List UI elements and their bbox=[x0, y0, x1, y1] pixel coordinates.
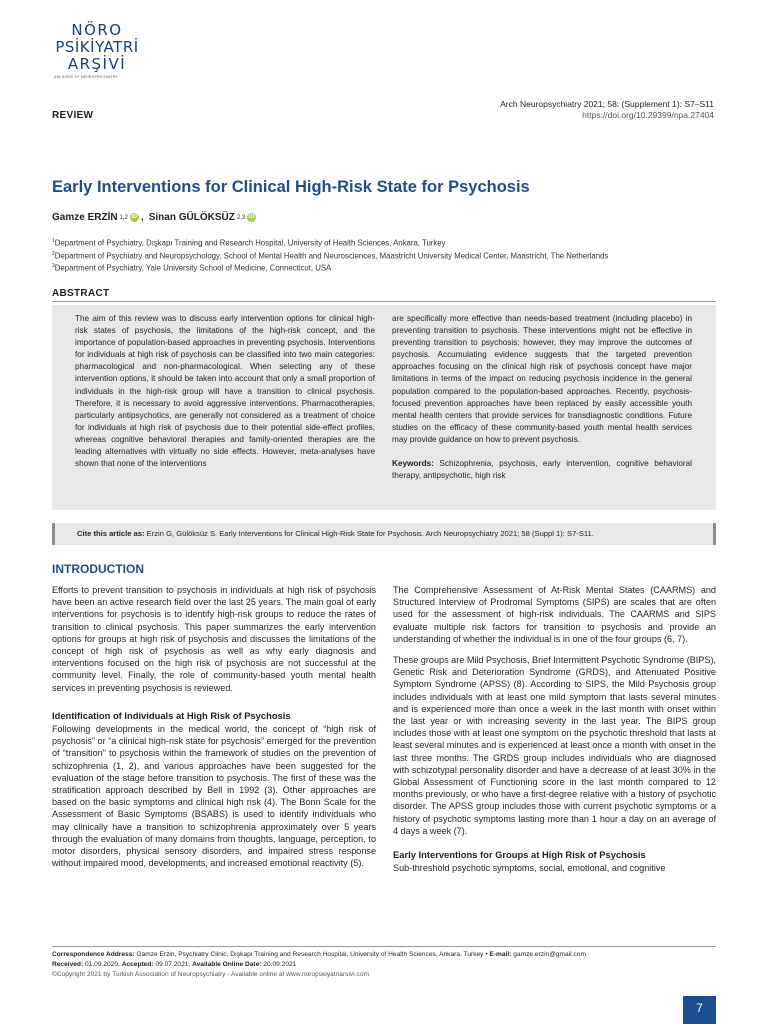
abstract-column-right bbox=[392, 313, 692, 482]
affiliation-3-text: Department of Psychiatry, Yale University School of Medicine, Connecticut, USA bbox=[54, 263, 332, 273]
orcid-icon[interactable]: iD bbox=[248, 214, 255, 220]
footer bbox=[52, 950, 716, 980]
author-2-affiliation: 2,3 bbox=[236, 214, 246, 221]
author-1-affiliation: 1,2 bbox=[119, 214, 128, 221]
keywords bbox=[392, 458, 692, 482]
body-column-left bbox=[52, 584, 376, 869]
intro-paragraph: Efforts to prevent transition to psychosis in individuals at high risk of psychosis have been an active research field over the last 25 years. The main goal of early interventions for psychosis is to identify high-risk groups to reduce the rates of transition to clinical psychosis. This paper summarizes the early intervention options for groups at high risk of psychosis and discusses the limitations of the concept of high risk of psychosis as well as why early diagnosis and interventions focused on the high risk of psychosis are not successful at the community level. Finally, the role of community-based youth mental health services in preventing psychosis is reviewed. bbox=[52, 585, 376, 693]
body-column-right bbox=[393, 584, 716, 874]
affiliation-1-text: Department of Psychiatry, Dışkapı Training and Research Hospital, University of Health Sciences, Ankara, Turkey bbox=[54, 238, 446, 248]
early-interventions-paragraph: Sub-threshold psychotic symptoms, social, emotional, and cognitive bbox=[393, 863, 666, 874]
abstract-right-text: are specifically more effective than needs-based treatment (including placebo) in preventing transition to psychosis. These interventions might not be effective in preventing transition to psychosis; however, they may improve the outcomes of psychosis. Accumulating evidence suggests that the targeted prevention approaches focusing on the clinical high risk of psychosis concept have major limitations in terms of the impact on reducing psychosis incidence in the general population compared to the population-based approaches. Recently, psychosis-focused prevention approaches have been replaced by easily accessible youth mental health centers that provide services for transdiagnostic conditions. Future studies on the efficacy of these community-based youth mental health services may provide guidance on how to prevent psychosis. bbox=[392, 314, 692, 444]
cite-text: Erzin G, Gülöksüz S. Early Interventions for Clinical High-Risk State for Psychosis. Arch Neuropsychiatry 2021; 58 (Suppl 1): S7-S11. bbox=[146, 529, 594, 538]
author-1-name: Gamze ERZİN bbox=[52, 212, 118, 223]
footer-divider bbox=[52, 946, 716, 947]
keywords-text: Schizophrenia, psychosis, early intervention, cognitive behavioral therapy, antipsychotic, high risk bbox=[392, 459, 693, 481]
doi-link[interactable]: https://doi.org/10.29399/npa.27404 bbox=[582, 110, 714, 120]
paragraph-gap bbox=[393, 645, 716, 654]
email-address[interactable]: gamze.erzin@gmail.com bbox=[513, 951, 586, 958]
abstract-column-left: The aim of this review was to discuss early intervention options for clinical high-risk states of psychosis, the limitations of the high-risk concept, and the importance of population-based approaches in preventing psychosis. Interventions for individuals at high risk of psychosis can be classified into two main categories: pharmacological and non-pharmacological. When selecting any of these intervention options, it should be taken into account that only a small proportion of individuals in the high-risk group will have a transition to clinical psychosis. Therefore, it is necessary to avoid aggressive interventions. Pharmacotherapies, particularly antipsychotics, are generally not considered as a treatment of choice for individuals at high risk of psychosis due to their potential side-effect profiles, whereas cognitive behavioral therapies and family-oriented therapies are the leading alternatives with virtually no side effects. However, meta-analyses have shown that none of the interventions bbox=[75, 314, 375, 469]
accepted-label: Accepted: bbox=[121, 961, 154, 968]
accepted-date: 09.07.2021, bbox=[155, 961, 191, 968]
page-number: 7 bbox=[683, 996, 716, 1024]
affiliation-2-number: 2 bbox=[52, 250, 55, 257]
assessment-paragraph: The Comprehensive Assessment of At-Risk Mental States (CAARMS) and Structured Interview of Prodromal Symptoms (SIPS) are scales that are often used for the assessment of high-risk individuals. The CAARMS and SIPS evaluate multiple risk factors for transition to psychosis and provide an understanding of whether the individual is in one of the four groups (6, 7). bbox=[393, 585, 716, 644]
section-heading-early-interventions: Early Interventions for Groups at High Risk of Psychosis bbox=[393, 849, 646, 861]
received-label: Received: bbox=[52, 961, 84, 968]
email-label: E-mail: bbox=[489, 951, 512, 958]
copyright: ©Copyright 2021 by Turkish Association of Neuropsychiatry - Available online at www.noropskiyatriarsivi.com bbox=[52, 971, 369, 978]
logo-line-3: ARŞİVİ bbox=[67, 55, 127, 73]
article-type: REVIEW bbox=[52, 110, 94, 121]
correspondence-text: Gamze Erzin, Psychiatry Clinic, Dışkapı Training and Research Hospital, University of Health Sciences, Ankara, Turkey • bbox=[136, 951, 488, 958]
author-separator: , bbox=[140, 212, 144, 223]
affiliation-3 bbox=[52, 261, 608, 274]
correspondence-label: Correspondence Address: bbox=[52, 951, 135, 958]
logo-line-1: NÖRO bbox=[71, 21, 123, 39]
orcid-icon[interactable]: iD bbox=[131, 214, 138, 220]
correspondence bbox=[52, 950, 716, 960]
cite-box bbox=[52, 523, 716, 545]
affiliations bbox=[52, 236, 608, 274]
author-list bbox=[52, 212, 256, 223]
abstract-divider bbox=[52, 301, 716, 302]
article-title: Early Interventions for Clinical High-Risk State for Psychosis bbox=[52, 178, 530, 196]
online-date: 20.09.2021 bbox=[263, 961, 297, 968]
identification-paragraph: Following developments in the medical world, the concept of “high risk of psychosis” or “a clinical high-risk state for psychosis” emerged for the prevention of “transition” to psychosis within the framework of studies on the prevention of schizophrenia (1, 2), and various approaches have been suggested for the evaluation of the stage before transition to psychosis. The first of these was the stratification approach described by Bell in 1992 (3). Other approaches are based on the basic symptoms and clinical high risk (4). The Bonn Scale for the Assessment of Basic Symptoms (BSABS) is used to identify individuals who may clinically have a transition to schizophrenia approximately over 5 years through the evaluation of many domains from thoughts, language, perception, to motor disorders, physical sensory disorders, and impaired stress response without impaired mood, developments, and increased emotional reactivity (5). bbox=[52, 724, 376, 869]
logo-subtitle: ARCHIVES OF NEUROPSYCHIATRY bbox=[54, 75, 118, 79]
online-label: Available Online Date: bbox=[192, 961, 262, 968]
journal-logo bbox=[52, 22, 142, 79]
affiliation-1 bbox=[52, 236, 608, 249]
journal-citation bbox=[500, 99, 714, 121]
introduction-heading: INTRODUCTION bbox=[52, 562, 144, 576]
section-heading-identification: Identification of Individuals at High Risk of Psychosis bbox=[52, 709, 291, 721]
dates bbox=[52, 960, 716, 970]
abstract-heading: ABSTRACT bbox=[52, 288, 110, 299]
author-2-name: Sinan GÜLÖKSÜZ bbox=[148, 212, 235, 223]
affiliation-2 bbox=[52, 249, 608, 262]
affiliation-3-number: 3 bbox=[52, 263, 55, 270]
cite-label: Cite this article as: bbox=[77, 529, 145, 538]
logo-line-2: PSİKİYATRİ bbox=[55, 38, 139, 56]
keywords-label: Keywords: bbox=[392, 459, 434, 469]
received-date: 01.09.2020, bbox=[85, 961, 120, 968]
affiliation-2-text: Department of Psychiatry and Neuropsychology, School of Mental Health and Neurosciences, Maastricht University Medical Center, Maastricht, The Netherlands bbox=[54, 251, 609, 261]
groups-paragraph: These groups are Mild Psychosis, Brief Intermittent Psychotic Syndrome (BIPS), Genetic Risk and Deterioration Syndrome (GRDS), and Attenuated Positive Symptom Syndrome (APSS) (8). According to SIPS, the Mild Psychosis group includes individuals with at least one mild symptom that lasts several minutes and is experienced more than once a week in the last month with onset within the last year or with increasing severity in the last year. The BIPS group includes those with at least one symptom on the psychotic threshold that lasts at least several minutes and is experienced at least once a month with onset in the last three months. The GRDS group includes individuals who are diagnosed with schizotypal personality disorder and have a decrease of at least 30% in the Global Assessment of Functioning score in the last month compared to 12 months previously, or who have a first-degree relative with a history of psychotic disorder. The APSS group includes those with current psychotic symptoms or a history of psychotic symptoms lasting more than 1 hour a day on an average of 4 days a week (7). bbox=[393, 655, 717, 836]
journal-issue: Arch Neuropsychiatry 2021; 58: (Supplement 1): S7–S11 bbox=[500, 99, 714, 109]
affiliation-1-number: 1 bbox=[52, 238, 55, 244]
